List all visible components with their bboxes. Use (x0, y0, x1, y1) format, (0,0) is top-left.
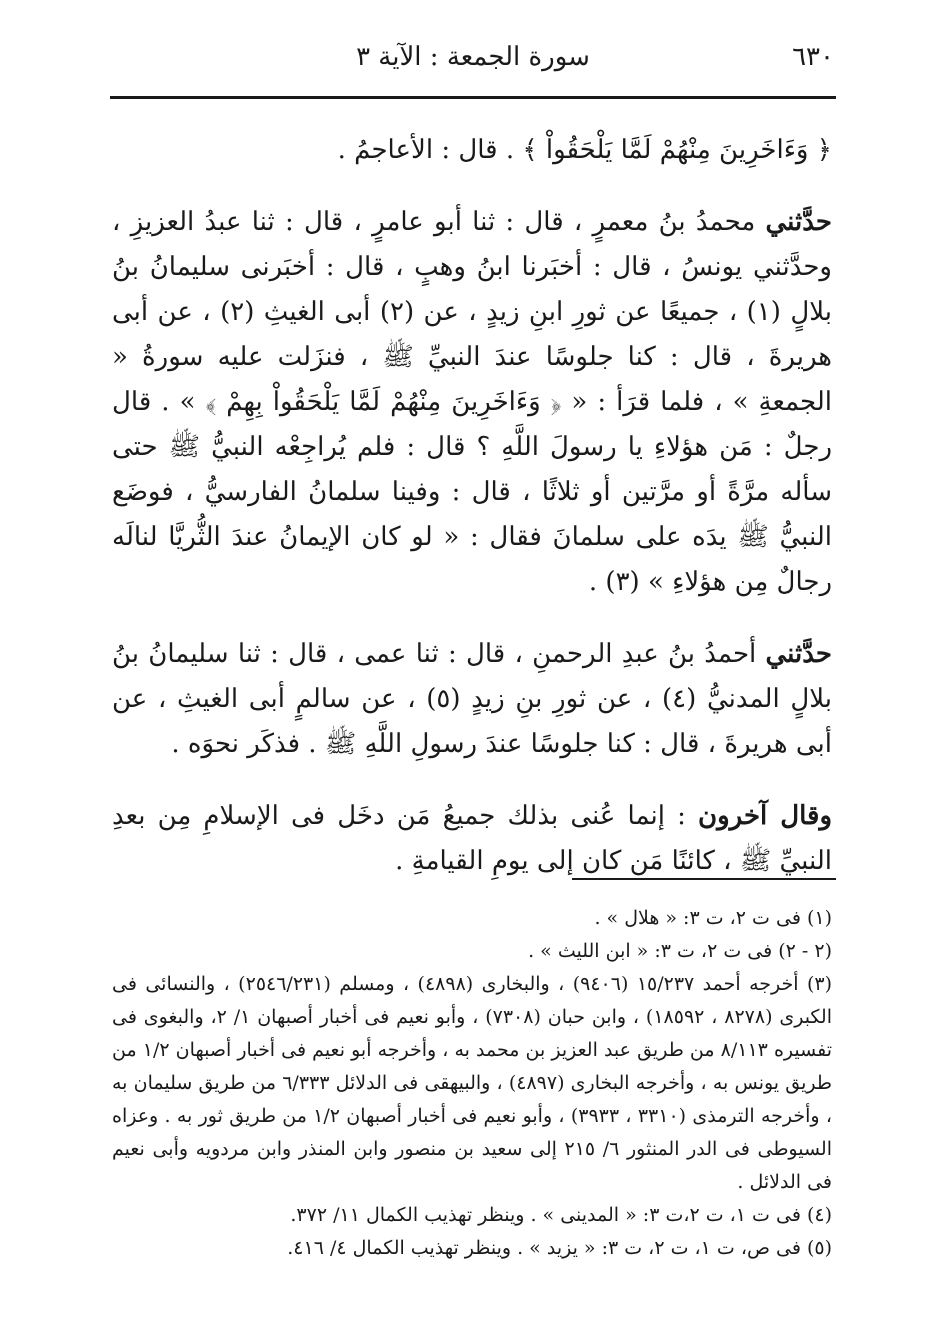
page-header (112, 42, 834, 82)
page-number: ٦٣٠ (792, 42, 834, 72)
paragraph-text: أحمدُ بنُ عبدِ الرحمنِ ، قال : ثنا عمى ، قال : ثنا سليمانُ بنُ بلالٍ المدنيُّ (٤) ، عن ثورِ بنِ زيدٍ (٥) ، عن سالمٍ أبى الغيثِ ، عن أبى هريرةَ ، قال : كنا جلوسًا عندَ رسولِ اللَّهِ ﷺ . فذكَر نحوَه . (112, 639, 832, 759)
main-text (112, 128, 832, 884)
paragraph (112, 128, 832, 173)
paragraph-text: ﴿ وَءَاخَرِينَ مِنْهُمْ لَمَّا يَلْحَقُواْ ﴾ . قال : الأعاجمُ . (337, 135, 832, 165)
paragraph (112, 632, 832, 767)
footnote-separator (572, 878, 836, 880)
footnote: (٤) فى ت ١، ت ٢،ت ٣: « المدينى » . وينظر تهذيب الكمال ١١/ ٣٧٢. (290, 1204, 832, 1226)
paragraph (112, 200, 832, 605)
paragraph (112, 794, 832, 884)
footnote: (٣) أخرجه أحمد ١٥/٢٣٧ (٩٤٠٦) ، والبخارى (٤٨٩٨) ، ومسلم (٢٥٤٦/٢٣١) ، والنسائى فى الكبرى (٨٢٧٨ ، ١٨٥٩٢) ، وابن حبان (٧٣٠٨) ، وأبو نعيم فى أخبار أصبهان ١/ ٢، والبغوى فى تفسيره ٨/١١٣ من طريق عبد العزيز بن محمد به ، وأخرجه أبو نعيم فى أخبار أصبهان ١/٢ من طريق يونس به ، وأخرجه البخارى (٤٨٩٧) ، والبيهقى فى الدلائل ٦/٣٣٣ من طريق سليمان به ، وأخرجه الترمذى (٣٣١٠ ، ٣٩٣٣) ، وأبو نعيم فى أخبار أصبهان ١/٢ من طريق ثور به . وعزاه السيوطى فى الدر المنثور ٦/ ٢١٥ إلى سعيد بن منصور وابن المنذر وابن مردويه وأبى نعيم فى الدلائل . (112, 973, 833, 1193)
header-rule (110, 96, 836, 99)
footnotes (112, 902, 832, 1265)
paragraph-lead: حدَّثني (765, 207, 832, 237)
paragraph-lead: وقال آخرون (697, 801, 832, 831)
footnote: (١) فى ت ٢، ت ٣: « هلال » . (594, 907, 832, 929)
paragraph-text: محمدُ بنُ معمرٍ ، قال : ثنا أبو عامرٍ ، قال : ثنا عبدُ العزيزِ ، وحدَّثني يونسُ ، قال : أخبَرنا ابنُ وهبٍ ، قال : أخبَرنى سليمانُ بنُ بلالٍ (١) ، جميعًا عن ثورِ ابنِ زيدٍ ، عن (٢) أبى الغيثِ (٢) ، عن أبى هريرةَ ، قال : كنا جلوسًا عندَ النبيِّ ﷺ ، فنزَلت عليه سورةُ « الجمعةِ » ، فلما قرَأ : « ﴿ وَءَاخَرِينَ مِنْهُمْ لَمَّا يَلْحَقُواْ بِهِمْ ﴾ » . قال رجلٌ : مَن هؤلاءِ يا رسولَ اللَّهِ ؟ قال : فلم يُراجِعْه النبيُّ ﷺ حتى سأله مرَّةً أو مرَّتين أو ثلاثًا ، قال : وفينا سلمانُ الفارسيُّ ، فوضَع النبيُّ ﷺ يدَه على سلمانَ فقال : « لو كان الإيمانُ عندَ الثُّريَّا لنالَه رجالٌ مِن هؤلاءِ » (٣) . (112, 207, 832, 597)
paragraph-text: : إنما عُنى بذلك جميعُ مَن دخَل فى الإسلامِ مِن بعدِ النبيِّ ﷺ ، كائنًا مَن كان إلى يومِ القيامةِ . (112, 801, 832, 876)
paragraph-lead: حدَّثني (765, 639, 832, 669)
footnote: (٢ - ٢) فى ت ٢، ت ٣: « ابن الليث » . (528, 940, 832, 962)
footnote: (٥) فى ص، ت ١، ت ٢، ت ٣: « يزيد » . وينظر تهذيب الكمال ٤/ ٤١٦. (287, 1237, 832, 1259)
running-title: سورة الجمعة : الآية ٣ (356, 42, 590, 72)
